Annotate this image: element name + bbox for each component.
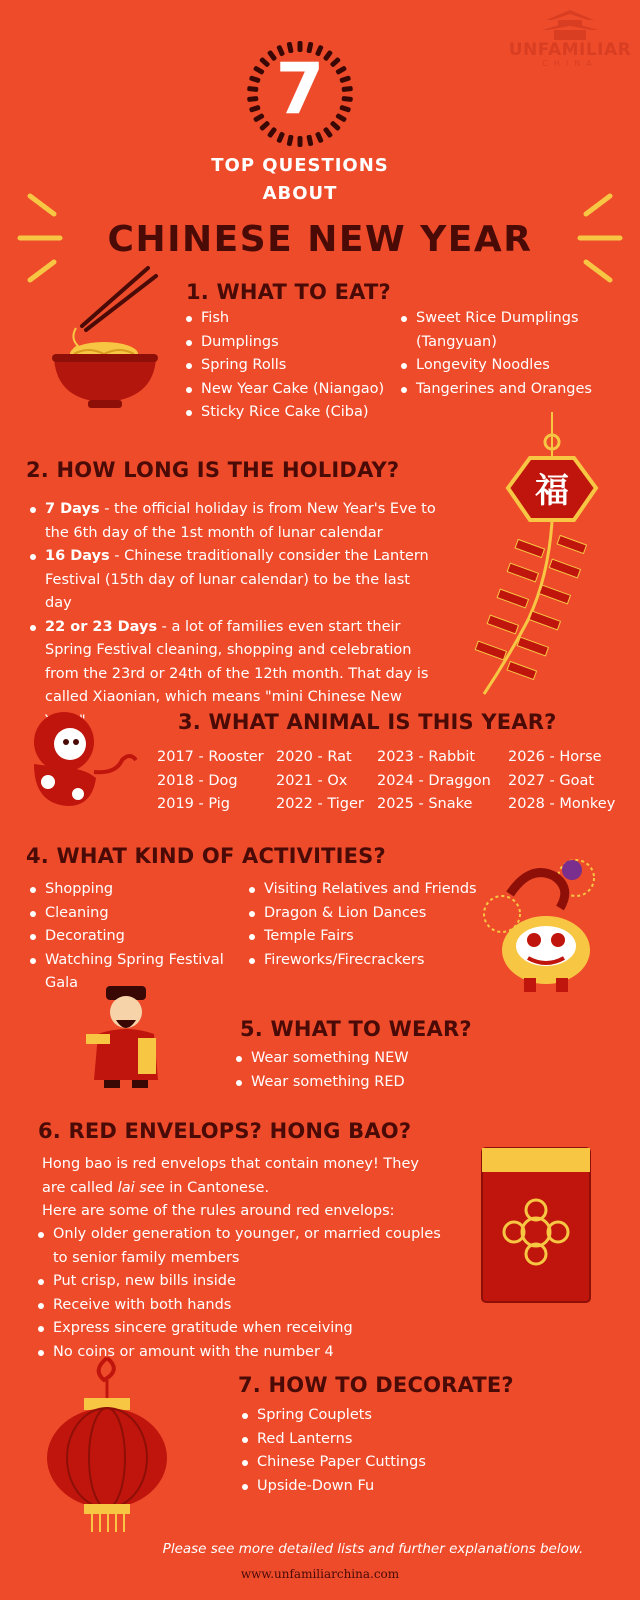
brand-sub: CHINA xyxy=(542,59,598,68)
list-item: Put crisp, new bills inside xyxy=(36,1270,446,1294)
svg-text:福: 福 xyxy=(535,471,569,511)
list-item: Dragon & Lion Dances xyxy=(247,902,487,926)
brand-logo xyxy=(508,6,632,66)
header-number: 7 xyxy=(275,48,325,130)
animal-col-2 xyxy=(276,746,364,817)
ring-dash xyxy=(276,131,285,143)
decorate-heading: 7. HOW TO DECORATE? xyxy=(238,1373,514,1397)
year-item: 2019 - Pig xyxy=(157,796,231,812)
pagoda-icon xyxy=(508,6,632,42)
list-item: Upside-Down Fu xyxy=(240,1475,480,1499)
envelopes-heading: 6. RED ENVELOPS? HONG BAO? xyxy=(38,1119,412,1143)
animal-col-4 xyxy=(508,746,615,817)
year-item: 2023 - Rabbit xyxy=(377,749,476,765)
list-item: Watching Spring Festival Gala xyxy=(28,949,228,996)
ring-dash xyxy=(298,136,303,147)
list-item: 22 or 23 Days - a lot of families even start their Spring Festival cleaning, shopping and celebration from the 23rd or 24th of the 12th month. That day is called Xiaonian, which means "mini Chinese New xyxy=(28,616,436,734)
ring-dash xyxy=(306,135,313,147)
list-item: Spring Rolls xyxy=(184,354,404,378)
ring-dash xyxy=(287,135,294,147)
lantern-icon xyxy=(42,1354,172,1534)
god-of-wealth-icon xyxy=(82,982,172,1092)
animal-col-1 xyxy=(157,746,264,817)
list-item: 7 Days - the official holiday is from New Year's Eve to the 6th day of the 1st month of lunar calendar xyxy=(28,498,436,545)
year-item: 2021 - Ox xyxy=(276,772,348,789)
red-envelope-icon xyxy=(480,1144,592,1306)
animal-heading: 3. WHAT ANIMAL IS THIS YEAR? xyxy=(178,710,557,734)
list-item: Chinese Paper Cuttings xyxy=(240,1451,480,1475)
footer-note: Please see more detailed lists and further explanations below. xyxy=(162,1541,584,1557)
list-item: Fireworks/Firecrackers xyxy=(247,949,487,973)
list-item: New Year Cake (Niangao) xyxy=(184,378,404,402)
list-item: Spring Couplets xyxy=(240,1404,480,1428)
activities-heading: 4. WHAT KIND OF ACTIVITIES? xyxy=(26,844,386,868)
list-item: Receive with both hands xyxy=(36,1294,446,1318)
monkey-icon xyxy=(24,708,140,812)
year-item: 2020 - Rat xyxy=(276,749,352,765)
eat-heading: 1. WHAT TO EAT? xyxy=(186,280,391,304)
noodle-bowl-icon xyxy=(48,262,164,414)
ring-dash xyxy=(315,131,324,143)
list-item: Visiting Relatives and Friends xyxy=(247,878,487,902)
eat-list-1 xyxy=(184,307,404,425)
year-item: 2026 - Horse xyxy=(508,749,602,765)
list-item: Fish xyxy=(184,307,404,331)
year-item: 2025 - Snake xyxy=(377,796,473,812)
year-item: 2027 - Goat xyxy=(508,772,595,789)
list-item: Shopping xyxy=(28,878,228,902)
header-line2: ABOUT xyxy=(262,183,338,204)
list-item: Sticky Rice Cake (Ciba) xyxy=(184,401,404,425)
header-line1: TOP QUESTIONS xyxy=(211,155,389,176)
main-title: CHINESE NEW YEAR xyxy=(107,219,533,260)
lion-dance-icon xyxy=(480,854,608,996)
activities-list-1 xyxy=(28,878,228,996)
decorate-list xyxy=(240,1404,480,1498)
year-item: 2022 - Tiger xyxy=(276,796,364,812)
year-item: 2024 - Draggon xyxy=(377,772,491,789)
list-item: Red Lanterns xyxy=(240,1428,480,1452)
list-item: Tangerines and Oranges xyxy=(399,378,604,402)
list-item: No coins or amount with the number 4 xyxy=(36,1341,446,1365)
list-item: Express sincere gratitude when receiving xyxy=(36,1317,446,1341)
list-item: Temple Fairs xyxy=(247,925,487,949)
list-item: Cleaning xyxy=(28,902,228,926)
year-item: 2028 - Monkey xyxy=(508,796,616,812)
brand-name: UNFAMILIAR xyxy=(508,40,632,60)
list-item: Longevity Noodles xyxy=(399,354,604,378)
animal-col-3 xyxy=(377,746,491,817)
list-item: Sweet Rice Dumplings (Tangyuan) xyxy=(399,307,604,354)
footer-url: www.unfamiliarchina.com xyxy=(240,1567,400,1581)
wear-heading: 5. WHAT TO WEAR? xyxy=(240,1017,472,1041)
list-item: Dumplings xyxy=(184,331,404,355)
list-item: 16 Days - Chinese traditionally consider the Lantern Festival (15th day of lunar calendar) to be the last day xyxy=(28,545,436,616)
fu-firecracker-icon xyxy=(468,408,608,700)
envelopes-list xyxy=(36,1223,446,1364)
list-item: Wear something RED xyxy=(234,1071,474,1095)
list-item: Only older generation to younger, or married couples to senior family members xyxy=(36,1223,446,1270)
holiday-heading: 2. HOW LONG IS THE HOLIDAY? xyxy=(26,458,400,482)
envelopes-rules-intro: Here are some of the rules around red envelops: xyxy=(42,1203,395,1219)
eat-list-2 xyxy=(399,307,604,401)
list-item: Wear something NEW xyxy=(234,1047,474,1071)
holiday-list xyxy=(28,498,436,733)
year-item: 2018 - Dog xyxy=(157,772,238,789)
activities-list-2 xyxy=(247,878,487,972)
wear-list xyxy=(234,1047,474,1094)
year-item: 2017 - Rooster xyxy=(157,749,264,765)
envelopes-intro: Hong bao is red envelops that contain money! They are called lai see in Cantonese. xyxy=(42,1156,419,1196)
list-item: Decorating xyxy=(28,925,228,949)
